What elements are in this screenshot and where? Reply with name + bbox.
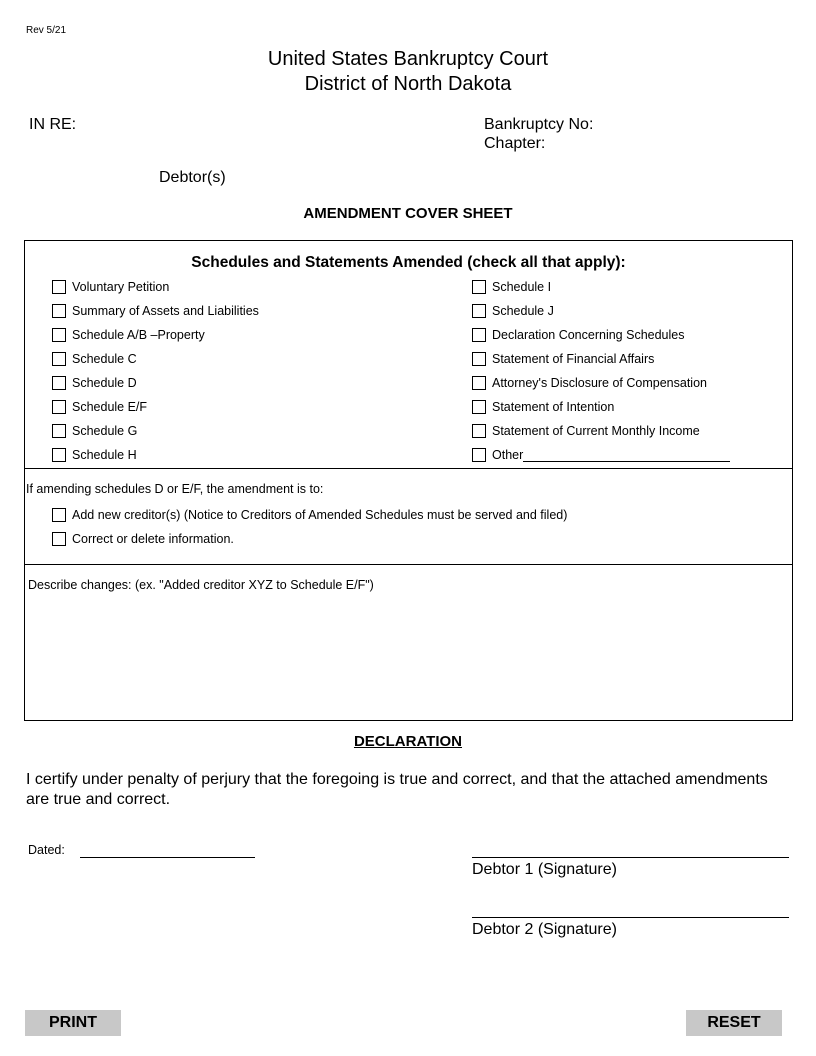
schedule-item <box>52 302 259 320</box>
schedule-item <box>52 326 259 344</box>
schedule-label: Attorney's Disclosure of Compensation <box>492 376 707 390</box>
correct-delete-checkbox[interactable] <box>52 532 66 546</box>
schedule-item <box>52 446 259 464</box>
divider <box>25 564 792 565</box>
schedule-label: Statement of Current Monthly Income <box>492 424 700 438</box>
dated-label: Dated: <box>28 843 65 857</box>
declaration-text: I certify under penalty of perjury that the foregoing is true and correct, and that the attached amendments are true and correct. <box>26 771 768 808</box>
schedule-label: Schedule D <box>72 376 137 390</box>
amendment-box <box>24 240 793 721</box>
schedule-ab-checkbox[interactable] <box>52 328 66 342</box>
debtor2-signature-label: Debtor 2 (Signature) <box>472 921 617 938</box>
schedule-c-checkbox[interactable] <box>52 352 66 366</box>
monthly-income-checkbox[interactable] <box>472 424 486 438</box>
debtor2-signature-line[interactable] <box>472 917 789 918</box>
dated-input[interactable] <box>80 857 255 858</box>
reset-button[interactable]: RESET <box>686 1010 782 1036</box>
print-button[interactable]: PRINT <box>25 1010 121 1036</box>
schedule-item <box>472 350 730 368</box>
amendment-label: If amending schedules D or E/F, the amendment is to: <box>26 482 324 496</box>
schedule-item <box>472 278 730 296</box>
schedule-item <box>52 278 259 296</box>
schedule-label: Schedule E/F <box>72 400 148 414</box>
schedule-item <box>472 446 730 464</box>
schedule-ef-checkbox[interactable] <box>52 400 66 414</box>
court-name: United States Bankruptcy Court <box>267 48 549 70</box>
describe-changes-input[interactable] <box>28 597 792 719</box>
amendment-option-label: Correct or delete information. <box>72 532 234 546</box>
schedule-label: Schedule I <box>492 280 552 294</box>
declaration-schedules-checkbox[interactable] <box>472 328 486 342</box>
schedule-label: Schedule C <box>72 352 137 366</box>
schedules-right-column <box>472 278 730 470</box>
amendment-options <box>52 506 567 554</box>
schedule-label: Schedule J <box>492 304 554 318</box>
schedule-label: Voluntary Petition <box>72 280 170 294</box>
revision-label: Rev 5/21 <box>26 25 67 36</box>
attorney-disclosure-checkbox[interactable] <box>472 376 486 390</box>
chapter-label: Chapter: <box>484 135 546 152</box>
schedule-j-checkbox[interactable] <box>472 304 486 318</box>
schedule-item <box>52 350 259 368</box>
statement-intention-checkbox[interactable] <box>472 400 486 414</box>
in-re-label: IN RE: <box>29 116 77 133</box>
summary-assets-checkbox[interactable] <box>52 304 66 318</box>
amendment-option <box>52 530 567 548</box>
bankruptcy-no-label: Bankruptcy No: <box>484 116 594 133</box>
schedules-title: Schedules and Statements Amended (check all that apply): <box>191 254 626 271</box>
schedule-label: Declaration Concerning Schedules <box>492 328 685 342</box>
schedule-item <box>52 398 259 416</box>
schedule-label: Schedule A/B –Property <box>72 328 205 342</box>
court-district: District of North Dakota <box>304 73 512 95</box>
schedule-item <box>472 398 730 416</box>
schedule-label: Summary of Assets and Liabilities <box>72 304 259 318</box>
describe-changes-label: Describe changes: (ex. "Added creditor XYZ to Schedule E/F") <box>28 578 374 592</box>
amendment-option <box>52 506 567 524</box>
debtors-label: Debtor(s) <box>159 169 226 186</box>
schedule-item <box>472 326 730 344</box>
schedule-i-checkbox[interactable] <box>472 280 486 294</box>
schedule-item <box>52 374 259 392</box>
schedules-left-column <box>52 278 259 470</box>
schedule-label: Statement of Intention <box>492 400 615 414</box>
debtor1-signature-line[interactable] <box>472 857 789 858</box>
other-input[interactable] <box>523 449 730 462</box>
voluntary-petition-checkbox[interactable] <box>52 280 66 294</box>
schedule-item <box>472 302 730 320</box>
schedule-label: Other <box>492 448 524 462</box>
divider <box>25 468 792 469</box>
amendment-option-label: Add new creditor(s) (Notice to Creditors of Amended Schedules must be served and filed) <box>72 508 568 522</box>
schedule-label: Schedule G <box>72 424 138 438</box>
schedule-item <box>472 374 730 392</box>
schedule-d-checkbox[interactable] <box>52 376 66 390</box>
schedule-label: Statement of Financial Affairs <box>492 352 655 366</box>
declaration-title: DECLARATION <box>353 733 463 750</box>
sheet-title: AMENDMENT COVER SHEET <box>303 205 513 222</box>
financial-affairs-checkbox[interactable] <box>472 352 486 366</box>
debtor1-signature-label: Debtor 1 (Signature) <box>472 861 617 878</box>
schedule-item <box>472 422 730 440</box>
schedule-item <box>52 422 259 440</box>
other-checkbox[interactable] <box>472 448 486 462</box>
schedule-h-checkbox[interactable] <box>52 448 66 462</box>
schedule-g-checkbox[interactable] <box>52 424 66 438</box>
schedule-label: Schedule H <box>72 448 137 462</box>
add-creditor-checkbox[interactable] <box>52 508 66 522</box>
